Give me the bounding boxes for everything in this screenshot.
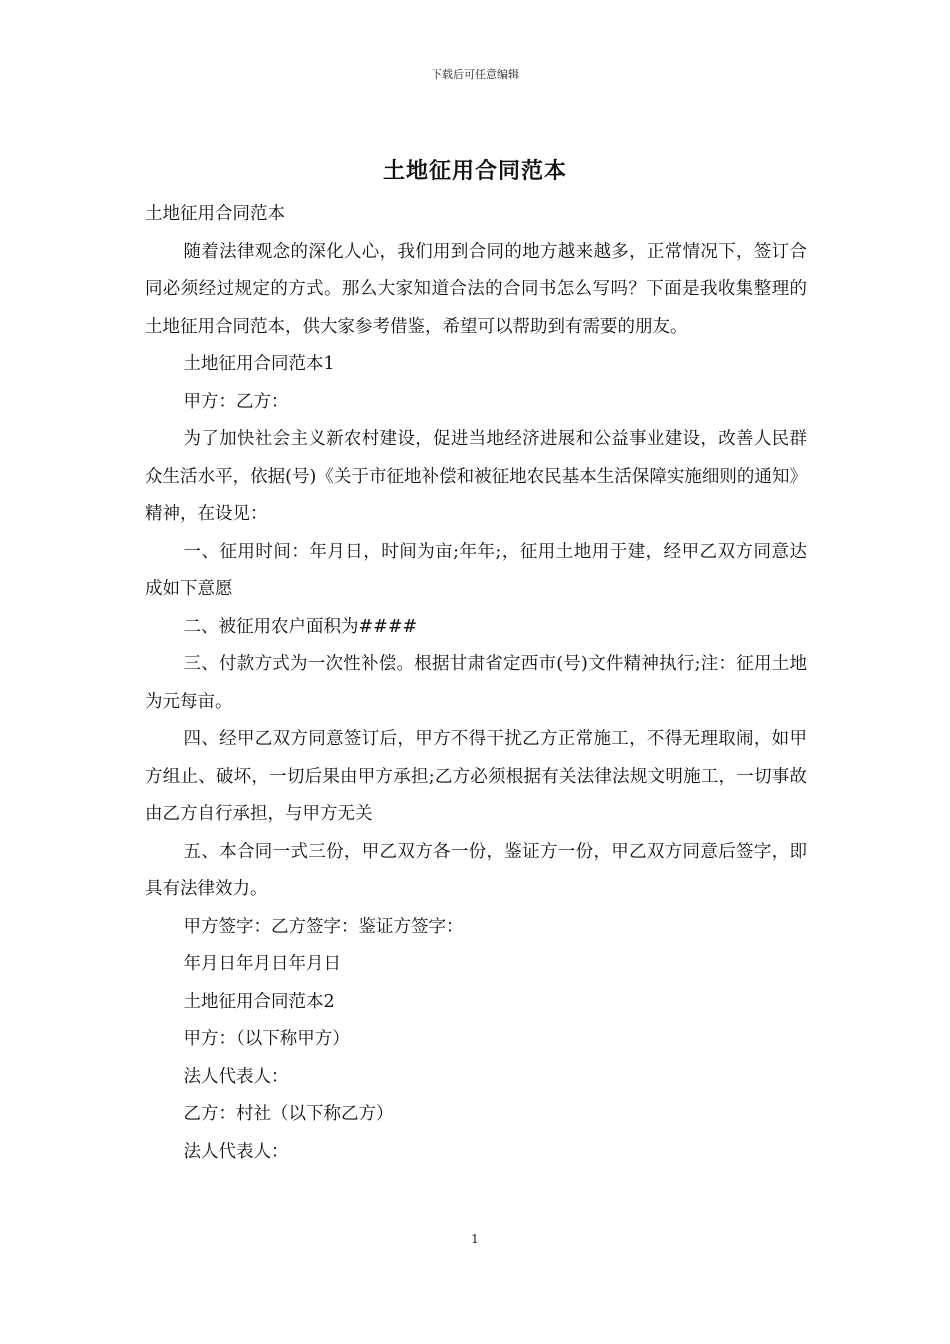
clause-5: 五、本合同一式三份，甲乙双方各一份，鉴证方一份，甲乙双方同意后签字，即具有法律效力。: [145, 841, 807, 899]
clause-1: 一、征用时间：年月日，时间为亩;年年;，征用土地用于建，经甲乙双方同意达成如下意愿: [145, 541, 807, 599]
party-b-line: 乙方：村社（以下称乙方）: [183, 1104, 394, 1124]
document-title: 土地征用合同范本: [382, 158, 567, 184]
signature-line: 甲方签字：乙方签字：鉴证方签字：: [183, 916, 464, 937]
clause-2: 二、被征用农户面积为####: [183, 616, 418, 637]
intro-paragraph: 随着法律观念的深化人心，我们用到合同的地方越来越多，正常情况下，签订合同必须经过规定的方式。那么大家知道合法的合同书怎么写吗？下面是我收集整理的土地征用合同范本，供大家参考借鉴，希望可以帮助到有需要的朋友。: [145, 241, 807, 337]
clause-3: 三、付款方式为一次性补偿。根据甘肃省定西市(号)文件精神执行;注：征用土地为元每亩。: [145, 654, 807, 712]
preamble-paragraph: 为了加快社会主义新农村建设，促进当地经济进展和公益事业建设，改善人民群众生活水平，依据(号)《关于市征地补偿和被征地农民基本生活保障实施细则的通知》精神，在设见：: [145, 429, 807, 524]
legal-rep-a-line: 法人代表人：: [183, 1066, 289, 1087]
clause-4: 四、经甲乙双方同意签订后，甲方不得干扰乙方正常施工，不得无理取闹，如甲方组止、破坏，一切后果由甲方承担;乙方必须根据有关法律法规文明施工，一切事故由乙方自行承担，与甲方无关: [145, 729, 807, 824]
page-header-note: 下载后可任意编辑: [431, 68, 519, 81]
section-heading-2: 土地征用合同范本2: [183, 991, 335, 1012]
legal-rep-b-line: 法人代表人：: [183, 1141, 289, 1162]
page-number: 1: [471, 1232, 479, 1246]
party-a-line: 甲方：（以下称甲方）: [183, 1029, 350, 1049]
document-body: [145, 196, 807, 1171]
date-line: 年月日年月日年月日: [183, 954, 341, 974]
parties-line: 甲方：乙方：: [183, 391, 289, 412]
section-heading-1: 土地征用合同范本1: [183, 354, 335, 374]
subtitle-paragraph: 土地征用合同范本: [145, 204, 285, 224]
